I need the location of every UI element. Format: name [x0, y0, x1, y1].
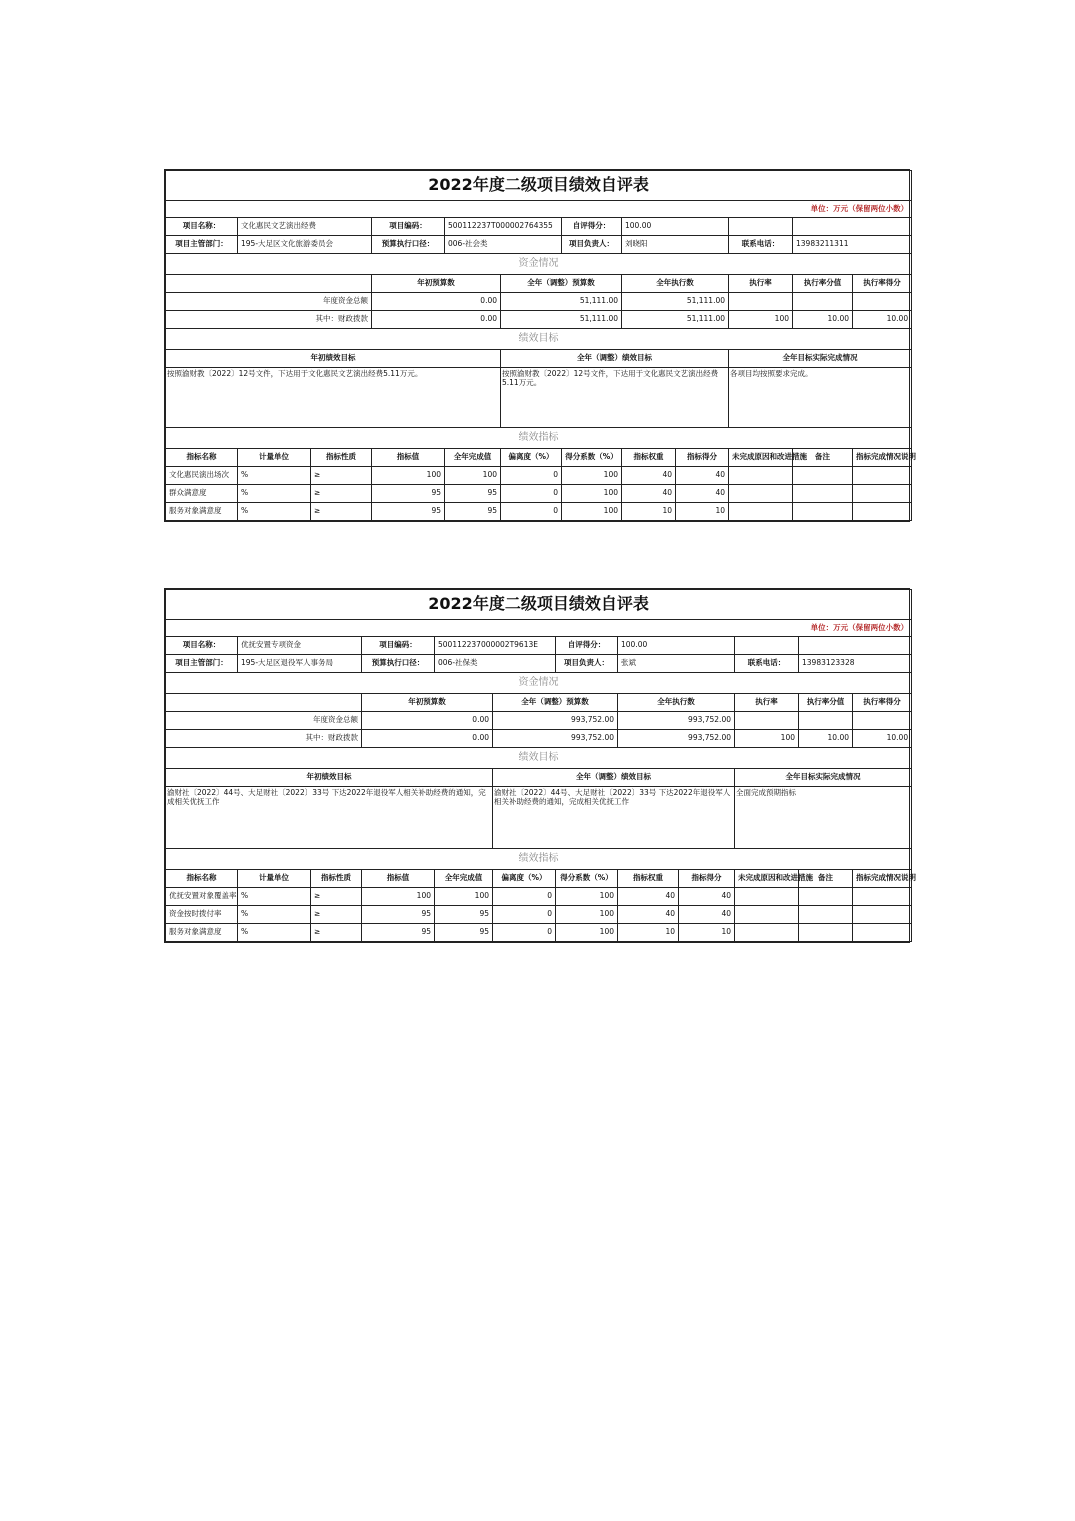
- indicator-name: 资金按时拨付率: [166, 906, 238, 924]
- project-name-value: 文化惠民文艺演出经费: [238, 218, 372, 236]
- indicator-cell: 95: [435, 924, 493, 942]
- funds-cell: [853, 712, 912, 730]
- indicator-cell: 100: [562, 503, 622, 521]
- indicator-cell: [729, 485, 793, 503]
- indicator-header: 得分系数（%）: [562, 449, 622, 467]
- funds-header: 执行率得分: [853, 694, 912, 712]
- funds-cell: 0.00: [372, 293, 501, 311]
- unit-note: 单位：万元（保留两位小数）: [166, 620, 912, 637]
- indicator-cell: 10: [622, 503, 676, 521]
- goal-header: 全年（调整）绩效目标: [493, 769, 735, 787]
- subject-value: 006-社保类: [435, 655, 556, 673]
- indicator-cell: 0: [501, 467, 562, 485]
- funds-row-label: 年度资金总额: [166, 293, 372, 311]
- indicator-header: 备注: [793, 449, 853, 467]
- indicator-cell: 95: [362, 906, 435, 924]
- indicator-cell: [793, 485, 853, 503]
- indicator-cell: [799, 906, 853, 924]
- indicator-cell: 40: [622, 485, 676, 503]
- phone-value: 13983211311: [793, 236, 912, 254]
- indicator-cell: %: [238, 485, 311, 503]
- indicator-cell: [793, 467, 853, 485]
- indicator-cell: 40: [679, 906, 735, 924]
- funds-header: 全年执行数: [622, 275, 729, 293]
- indicator-header: 指标名称: [166, 449, 238, 467]
- indicator-cell: 95: [445, 503, 501, 521]
- indicator-header: 未完成原因和改进措施: [735, 870, 799, 888]
- funds-cell: 100: [735, 730, 799, 748]
- funds-cell: 51,111.00: [622, 311, 729, 329]
- goal-text: 渝财社〔2022〕44号、大足财社〔2022〕33号 下达2022年退役军人相关补助经费的通知，完成相关优抚工作: [166, 787, 493, 849]
- funds-cell: 10.00: [799, 730, 853, 748]
- indicator-cell: 95: [362, 924, 435, 942]
- indicator-header: 得分系数（%）: [556, 870, 618, 888]
- contact-label: 项目负责人：: [562, 236, 622, 254]
- funds-section-title: 资金情况: [166, 673, 912, 694]
- indicator-cell: 10: [676, 503, 729, 521]
- indicator-name: 服务对象满意度: [166, 924, 238, 942]
- indicator-cell: [735, 906, 799, 924]
- funds-header: 执行率得分: [853, 275, 912, 293]
- goal-header: 全年（调整）绩效目标: [501, 350, 729, 368]
- indicator-cell: 10: [618, 924, 679, 942]
- performance-form-2: [164, 588, 916, 943]
- indicator-header: 指标得分: [676, 449, 729, 467]
- score-value: 100.00: [618, 637, 735, 655]
- funds-header: 执行率分值: [799, 694, 853, 712]
- empty-cell: [729, 218, 793, 236]
- performance-form-1: [164, 169, 916, 522]
- indicator-cell: 40: [679, 888, 735, 906]
- goal-header: 年初绩效目标: [166, 350, 501, 368]
- indicator-header: 计量单位: [238, 449, 311, 467]
- goal-text: 渝财社〔2022〕44号、大足财社〔2022〕33号 下达2022年退役军人相关补助经费的通知，完成相关优抚工作: [493, 787, 735, 849]
- indicator-cell: %: [238, 924, 311, 942]
- indicator-header: 指标权重: [622, 449, 676, 467]
- score-label: 自评得分：: [556, 637, 618, 655]
- project-code-label: 项目编码：: [362, 637, 435, 655]
- funds-cell: [853, 293, 912, 311]
- funds-cell: [735, 712, 799, 730]
- goal-text: 全面完成预期指标: [735, 787, 912, 849]
- project-name-value: 优抚安置专项资金: [238, 637, 362, 655]
- indicator-header: 指标性质: [311, 449, 372, 467]
- funds-cell: 993,752.00: [493, 730, 618, 748]
- indicator-cell: 100: [556, 888, 618, 906]
- goal-text: 按照渝财教〔2022〕12号文件，下达用于文化惠民文艺演出经费5.11万元。: [501, 368, 729, 428]
- indicator-header: 全年完成值: [445, 449, 501, 467]
- contact-value: 刘晓阳: [622, 236, 729, 254]
- funds-cell: 10.00: [853, 311, 912, 329]
- indicator-header: 偏离度（%）: [501, 449, 562, 467]
- indicator-cell: %: [238, 888, 311, 906]
- funds-cell: [799, 712, 853, 730]
- indicator-name: 优抚安置对象覆盖率: [166, 888, 238, 906]
- indicator-cell: [853, 924, 912, 942]
- indicator-header: 指标权重: [618, 870, 679, 888]
- indicator-cell: %: [238, 503, 311, 521]
- goal-header: 全年目标实际完成情况: [729, 350, 912, 368]
- funds-cell: 10.00: [853, 730, 912, 748]
- score-label: 自评得分：: [562, 218, 622, 236]
- indicator-header: 偏离度（%）: [493, 870, 556, 888]
- phone-value: 13983123328: [799, 655, 912, 673]
- project-code-value: 500112237T000002764355: [445, 218, 562, 236]
- indicator-cell: 0: [501, 503, 562, 521]
- empty-cell: [735, 637, 799, 655]
- indicator-header: 指标值: [372, 449, 445, 467]
- subject-label: 预算执行口径：: [362, 655, 435, 673]
- indicator-cell: 0: [493, 906, 556, 924]
- indicator-cell: 100: [435, 888, 493, 906]
- indicator-header: 计量单位: [238, 870, 311, 888]
- funds-cell: 993,752.00: [493, 712, 618, 730]
- goal-text: 各项目均按照要求完成。: [729, 368, 912, 428]
- empty-cell: [166, 694, 362, 712]
- indicator-header: 指标完成情况说明: [853, 449, 912, 467]
- funds-row: [166, 730, 912, 748]
- indicator-cell: 100: [562, 485, 622, 503]
- indicator-cell: [793, 503, 853, 521]
- indicator-cell: 0: [493, 924, 556, 942]
- funds-row-label: 年度资金总额: [166, 712, 362, 730]
- funds-cell: 0.00: [362, 730, 493, 748]
- indicator-cell: ≥: [311, 924, 362, 942]
- funds-header: 执行率分值: [793, 275, 853, 293]
- indicator-cell: %: [238, 467, 311, 485]
- empty-cell: [799, 637, 912, 655]
- project-name-label: 项目名称：: [166, 637, 238, 655]
- project-name-label: 项目名称：: [166, 218, 238, 236]
- empty-cell: [166, 275, 372, 293]
- indicator-name: 文化惠民演出场次: [166, 467, 238, 485]
- dept-value: 195-大足区文化旅游委员会: [238, 236, 372, 254]
- indicator-row: [166, 906, 912, 924]
- indicator-row: [166, 888, 912, 906]
- funds-header: 执行率: [735, 694, 799, 712]
- score-value: 100.00: [622, 218, 729, 236]
- indicator-cell: 10: [679, 924, 735, 942]
- indicator-cell: 0: [493, 888, 556, 906]
- phone-label: 联系电话：: [735, 655, 799, 673]
- funds-cell: 51,111.00: [501, 293, 622, 311]
- funds-cell: 993,752.00: [618, 712, 735, 730]
- indicator-header: 指标性质: [311, 870, 362, 888]
- project-code-value: 500112237000002T9613E: [435, 637, 556, 655]
- funds-row: [166, 712, 912, 730]
- subject-value: 006-社会类: [445, 236, 562, 254]
- indicator-cell: ≥: [311, 485, 372, 503]
- indicator-cell: 100: [556, 924, 618, 942]
- funds-cell: 51,111.00: [501, 311, 622, 329]
- indicator-name: 群众满意度: [166, 485, 238, 503]
- dept-label: 项目主管部门：: [166, 236, 238, 254]
- phone-label: 联系电话：: [729, 236, 793, 254]
- indicator-cell: %: [238, 906, 311, 924]
- funds-cell: [793, 293, 853, 311]
- indicator-cell: [735, 888, 799, 906]
- indicator-row: [166, 467, 912, 485]
- dept-label: 项目主管部门：: [166, 655, 238, 673]
- indicator-row: [166, 924, 912, 942]
- funds-row-label: 其中：财政拨款: [166, 730, 362, 748]
- funds-cell: 10.00: [793, 311, 853, 329]
- funds-header: 全年（调整）预算数: [493, 694, 618, 712]
- indicator-cell: 40: [676, 467, 729, 485]
- goals-section-title: 绩效目标: [166, 329, 912, 350]
- funds-cell: 0.00: [372, 311, 501, 329]
- indicator-header: 指标得分: [679, 870, 735, 888]
- indicator-cell: [853, 503, 912, 521]
- form-table: [165, 170, 916, 521]
- indicator-cell: 40: [618, 906, 679, 924]
- project-code-label: 项目编码：: [372, 218, 445, 236]
- indicator-cell: [799, 888, 853, 906]
- form-table: [165, 589, 916, 942]
- funds-header: 全年（调整）预算数: [501, 275, 622, 293]
- empty-cell: [793, 218, 912, 236]
- indicator-cell: ≥: [311, 906, 362, 924]
- indicator-cell: 100: [445, 467, 501, 485]
- goal-text: 按照渝财教〔2022〕12号文件，下达用于文化惠民文艺演出经费5.11万元。: [166, 368, 501, 428]
- funds-cell: 100: [729, 311, 793, 329]
- indicators-section-title: 绩效指标: [166, 849, 912, 870]
- indicator-header: 未完成原因和改进措施: [729, 449, 793, 467]
- funds-cell: 0.00: [362, 712, 493, 730]
- indicator-header: 指标值: [362, 870, 435, 888]
- indicator-cell: [735, 924, 799, 942]
- contact-label: 项目负责人：: [556, 655, 618, 673]
- goal-header: 年初绩效目标: [166, 769, 493, 787]
- funds-row-label: 其中：财政拨款: [166, 311, 372, 329]
- goal-header: 全年目标实际完成情况: [735, 769, 912, 787]
- indicator-row: [166, 503, 912, 521]
- indicator-cell: [729, 467, 793, 485]
- indicator-cell: 100: [556, 906, 618, 924]
- funds-section-title: 资金情况: [166, 254, 912, 275]
- funds-header: 年初预算数: [362, 694, 493, 712]
- indicator-cell: 40: [622, 467, 676, 485]
- indicator-cell: 95: [435, 906, 493, 924]
- indicators-section-title: 绩效指标: [166, 428, 912, 449]
- indicator-cell: ≥: [311, 467, 372, 485]
- unit-note: 单位：万元（保留两位小数）: [166, 201, 912, 218]
- indicator-cell: [853, 888, 912, 906]
- indicator-cell: 100: [372, 467, 445, 485]
- funds-row: [166, 293, 912, 311]
- funds-cell: [729, 293, 793, 311]
- indicator-cell: 100: [362, 888, 435, 906]
- indicator-row: [166, 485, 912, 503]
- indicator-cell: ≥: [311, 503, 372, 521]
- indicator-cell: 100: [562, 467, 622, 485]
- indicator-cell: 95: [372, 485, 445, 503]
- goals-section-title: 绩效目标: [166, 748, 912, 769]
- funds-cell: 993,752.00: [618, 730, 735, 748]
- indicator-cell: [853, 485, 912, 503]
- indicator-cell: 40: [676, 485, 729, 503]
- funds-cell: 51,111.00: [622, 293, 729, 311]
- indicator-header: 全年完成值: [435, 870, 493, 888]
- indicator-cell: ≥: [311, 888, 362, 906]
- form-title: 2022年度二级项目绩效自评表: [166, 590, 912, 620]
- form-title: 2022年度二级项目绩效自评表: [166, 171, 912, 201]
- indicator-cell: 95: [445, 485, 501, 503]
- indicator-cell: 40: [618, 888, 679, 906]
- funds-header: 执行率: [729, 275, 793, 293]
- funds-row: [166, 311, 912, 329]
- dept-value: 195-大足区退役军人事务局: [238, 655, 362, 673]
- indicator-header: 指标名称: [166, 870, 238, 888]
- funds-header: 年初预算数: [372, 275, 501, 293]
- subject-label: 预算执行口径：: [372, 236, 445, 254]
- funds-header: 全年执行数: [618, 694, 735, 712]
- indicator-cell: [799, 924, 853, 942]
- indicator-cell: 95: [372, 503, 445, 521]
- indicator-cell: [853, 467, 912, 485]
- indicator-header: 指标完成情况说明: [853, 870, 912, 888]
- indicator-name: 服务对象满意度: [166, 503, 238, 521]
- indicator-cell: 0: [501, 485, 562, 503]
- indicator-cell: [853, 906, 912, 924]
- indicator-header: 备注: [799, 870, 853, 888]
- contact-value: 张斌: [618, 655, 735, 673]
- indicator-cell: [729, 503, 793, 521]
